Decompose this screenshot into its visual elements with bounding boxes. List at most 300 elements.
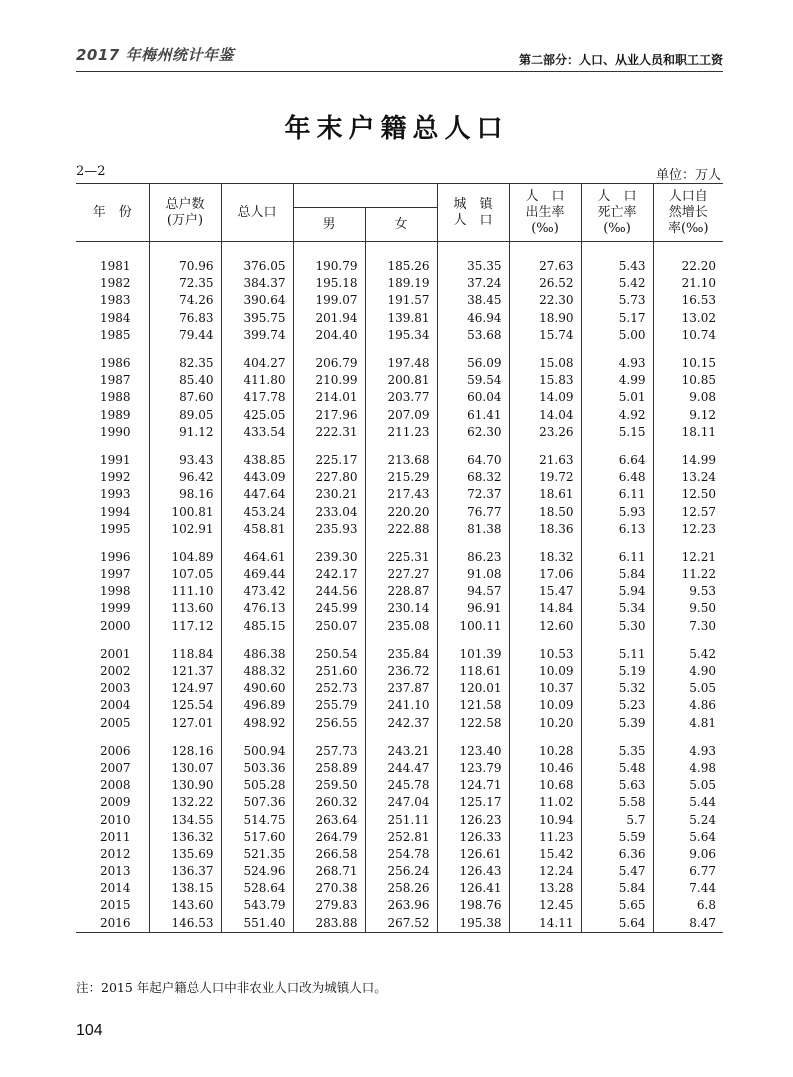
cell-birth-rate: 18.32 — [509, 549, 581, 566]
table-row — [76, 452, 723, 469]
spacer-cell — [221, 242, 293, 259]
cell-growth-rate: 12.50 — [653, 486, 723, 503]
cell-death-rate: 5.11 — [581, 646, 653, 663]
cell-total: 490.60 — [221, 680, 293, 697]
table-number: 2—2 — [76, 164, 106, 179]
yearbook-title: 2017 年梅州统计年鉴 — [76, 46, 234, 64]
table-row — [76, 715, 723, 732]
cell-female: 200.81 — [365, 372, 437, 389]
cell-female: 222.88 — [365, 521, 437, 538]
cell-death-rate: 6.64 — [581, 452, 653, 469]
spacer-cell — [76, 732, 149, 743]
cell-female: 185.26 — [365, 258, 437, 275]
cell-growth-rate: 9.06 — [653, 846, 723, 863]
cell-female: 213.68 — [365, 452, 437, 469]
cell-total: 476.13 — [221, 600, 293, 617]
cell-year: 1992 — [100, 470, 131, 485]
cell-male: 227.80 — [293, 469, 365, 486]
cell-female: 227.27 — [365, 566, 437, 583]
cell-total: 528.64 — [221, 880, 293, 897]
spacer-cell — [365, 635, 437, 646]
cell-year: 2003 — [100, 681, 131, 696]
table-row — [76, 258, 723, 275]
table-row — [76, 811, 723, 828]
cell-urban: 118.61 — [437, 663, 509, 680]
spacer-cell — [221, 344, 293, 355]
cell-urban: 91.08 — [437, 566, 509, 583]
cell-birth-rate: 10.94 — [509, 811, 581, 828]
spacer-cell — [221, 635, 293, 646]
spacer-cell — [437, 344, 509, 355]
cell-growth-rate: 4.98 — [653, 760, 723, 777]
cell-male: 204.40 — [293, 327, 365, 344]
cell-birth-rate: 12.45 — [509, 897, 581, 914]
table-row — [76, 863, 723, 880]
cell-female: 242.37 — [365, 715, 437, 732]
cell-growth-rate: 5.05 — [653, 680, 723, 697]
cell-total: 376.05 — [221, 258, 293, 275]
cell-female: 191.57 — [365, 292, 437, 309]
cell-female: 197.48 — [365, 355, 437, 372]
cell-total: 485.15 — [221, 618, 293, 635]
cell-birth-rate: 10.20 — [509, 715, 581, 732]
cell-female: 251.11 — [365, 811, 437, 828]
cell-male: 195.18 — [293, 275, 365, 292]
cell-birth-rate: 10.37 — [509, 680, 581, 697]
spacer-cell — [653, 242, 723, 259]
cell-growth-rate: 13.02 — [653, 310, 723, 327]
cell-total: 500.94 — [221, 743, 293, 760]
cell-birth-rate: 19.72 — [509, 469, 581, 486]
cell-urban: 101.39 — [437, 646, 509, 663]
table-row — [76, 897, 723, 914]
cell-death-rate: 4.92 — [581, 407, 653, 424]
cell-urban: 195.38 — [437, 915, 509, 933]
cell-urban: 96.91 — [437, 600, 509, 617]
cell-birth-rate: 10.46 — [509, 760, 581, 777]
table-row — [76, 794, 723, 811]
cell-year: 1984 — [100, 310, 131, 325]
cell-growth-rate: 12.23 — [653, 521, 723, 538]
cell-birth-rate: 15.47 — [509, 583, 581, 600]
spacer-cell — [509, 344, 581, 355]
cell-female: 230.14 — [365, 600, 437, 617]
cell-households: 113.60 — [149, 600, 221, 617]
cell-growth-rate: 5.44 — [653, 794, 723, 811]
cell-urban: 37.24 — [437, 275, 509, 292]
table-row — [76, 355, 723, 372]
cell-growth-rate: 9.08 — [653, 389, 723, 406]
cell-death-rate: 5.84 — [581, 880, 653, 897]
spacer-cell — [76, 538, 149, 549]
cell-female: 235.84 — [365, 646, 437, 663]
cell-death-rate: 6.48 — [581, 469, 653, 486]
cell-total: 543.79 — [221, 897, 293, 914]
cell-urban: 60.04 — [437, 389, 509, 406]
cell-households: 87.60 — [149, 389, 221, 406]
cell-year: 1989 — [100, 407, 131, 422]
table-row — [76, 469, 723, 486]
spacer-cell — [293, 732, 365, 743]
cell-death-rate: 5.73 — [581, 292, 653, 309]
cell-year: 1990 — [100, 424, 131, 439]
cell-growth-rate: 4.86 — [653, 697, 723, 714]
spacer-cell — [653, 441, 723, 452]
cell-female: 263.96 — [365, 897, 437, 914]
header-urban: 城 镇 人 口 — [437, 184, 509, 242]
cell-male: 256.55 — [293, 715, 365, 732]
cell-growth-rate: 14.99 — [653, 452, 723, 469]
cell-year: 1986 — [100, 356, 131, 371]
cell-total: 488.32 — [221, 663, 293, 680]
spacer-cell — [76, 242, 149, 259]
cell-households: 130.90 — [149, 777, 221, 794]
cell-growth-rate: 10.85 — [653, 372, 723, 389]
spacer-row — [76, 242, 723, 259]
cell-growth-rate: 7.30 — [653, 618, 723, 635]
spacer-cell — [365, 242, 437, 259]
cell-growth-rate: 5.64 — [653, 829, 723, 846]
cell-total: 524.96 — [221, 863, 293, 880]
cell-birth-rate: 10.28 — [509, 743, 581, 760]
header-growth-rate: 人口自 然增长 率(‰) — [653, 184, 723, 242]
spacer-cell — [581, 732, 653, 743]
cell-total: 390.64 — [221, 292, 293, 309]
spacer-row — [76, 732, 723, 743]
cell-households: 146.53 — [149, 915, 221, 933]
cell-growth-rate: 9.12 — [653, 407, 723, 424]
cell-male: 257.73 — [293, 743, 365, 760]
cell-male: 245.99 — [293, 600, 365, 617]
cell-death-rate: 5.30 — [581, 618, 653, 635]
cell-birth-rate: 18.36 — [509, 521, 581, 538]
spacer-cell — [76, 635, 149, 646]
cell-male: 252.73 — [293, 680, 365, 697]
cell-year: 1994 — [100, 504, 131, 519]
header-year: 年 份 — [76, 184, 149, 242]
cell-male: 279.83 — [293, 897, 365, 914]
cell-households: 136.32 — [149, 829, 221, 846]
table-row — [76, 549, 723, 566]
cell-birth-rate: 12.24 — [509, 863, 581, 880]
cell-death-rate: 4.93 — [581, 355, 653, 372]
cell-female: 235.08 — [365, 618, 437, 635]
cell-total: 384.37 — [221, 275, 293, 292]
cell-male: 264.79 — [293, 829, 365, 846]
cell-female: 203.77 — [365, 389, 437, 406]
cell-death-rate: 5.19 — [581, 663, 653, 680]
cell-year: 1987 — [100, 373, 131, 388]
cell-households: 85.40 — [149, 372, 221, 389]
cell-death-rate: 5.65 — [581, 897, 653, 914]
cell-year: 1993 — [100, 487, 131, 502]
cell-total: 486.38 — [221, 646, 293, 663]
header-total: 总人口 — [221, 184, 293, 242]
cell-year: 2007 — [100, 760, 131, 775]
cell-death-rate: 5.34 — [581, 600, 653, 617]
spacer-cell — [653, 538, 723, 549]
cell-households: 128.16 — [149, 743, 221, 760]
cell-birth-rate: 15.08 — [509, 355, 581, 372]
cell-birth-rate: 10.68 — [509, 777, 581, 794]
cell-households: 96.42 — [149, 469, 221, 486]
cell-urban: 125.17 — [437, 794, 509, 811]
cell-urban: 121.58 — [437, 697, 509, 714]
cell-total: 464.61 — [221, 549, 293, 566]
cell-urban: 68.32 — [437, 469, 509, 486]
cell-urban: 126.33 — [437, 829, 509, 846]
cell-households: 104.89 — [149, 549, 221, 566]
spacer-cell — [509, 441, 581, 452]
cell-female: 225.31 — [365, 549, 437, 566]
spacer-cell — [365, 538, 437, 549]
cell-total: 551.40 — [221, 915, 293, 933]
cell-year: 1988 — [100, 390, 131, 405]
cell-urban: 126.61 — [437, 846, 509, 863]
cell-urban: 126.23 — [437, 811, 509, 828]
cell-female: 247.04 — [365, 794, 437, 811]
cell-total: 496.89 — [221, 697, 293, 714]
spacer-cell — [509, 538, 581, 549]
cell-male: 214.01 — [293, 389, 365, 406]
cell-female: 139.81 — [365, 310, 437, 327]
cell-growth-rate: 10.74 — [653, 327, 723, 344]
table-row — [76, 389, 723, 406]
table-row — [76, 600, 723, 617]
cell-growth-rate: 13.24 — [653, 469, 723, 486]
cell-growth-rate: 5.42 — [653, 646, 723, 663]
spacer-cell — [581, 344, 653, 355]
cell-male: 266.58 — [293, 846, 365, 863]
cell-year: 1981 — [100, 259, 131, 274]
cell-death-rate: 5.94 — [581, 583, 653, 600]
cell-growth-rate: 21.10 — [653, 275, 723, 292]
cell-male: 222.31 — [293, 424, 365, 441]
unit-label: 单位：万人 — [655, 168, 721, 183]
cell-birth-rate: 13.28 — [509, 880, 581, 897]
table-row — [76, 777, 723, 794]
spacer-row — [76, 538, 723, 549]
cell-birth-rate: 15.74 — [509, 327, 581, 344]
cell-male: 199.07 — [293, 292, 365, 309]
cell-households: 100.81 — [149, 503, 221, 520]
spacer-cell — [293, 635, 365, 646]
cell-households: 125.54 — [149, 697, 221, 714]
cell-male: 258.89 — [293, 760, 365, 777]
cell-growth-rate: 12.57 — [653, 503, 723, 520]
cell-households: 107.05 — [149, 566, 221, 583]
cell-year: 1999 — [100, 601, 131, 616]
cell-households: 124.97 — [149, 680, 221, 697]
cell-year: 2008 — [100, 778, 131, 793]
cell-birth-rate: 10.53 — [509, 646, 581, 663]
cell-households: 76.83 — [149, 310, 221, 327]
cell-year: 2014 — [100, 881, 131, 896]
cell-growth-rate: 6.77 — [653, 863, 723, 880]
cell-male: 260.32 — [293, 794, 365, 811]
cell-households: 118.84 — [149, 646, 221, 663]
table-row — [76, 327, 723, 344]
cell-male: 255.79 — [293, 697, 365, 714]
spacer-cell — [437, 242, 509, 259]
cell-female: 241.10 — [365, 697, 437, 714]
cell-birth-rate: 22.30 — [509, 292, 581, 309]
cell-female: 252.81 — [365, 829, 437, 846]
cell-birth-rate: 14.04 — [509, 407, 581, 424]
spacer-cell — [437, 538, 509, 549]
cell-growth-rate: 4.93 — [653, 743, 723, 760]
cell-male: 251.60 — [293, 663, 365, 680]
cell-households: 89.05 — [149, 407, 221, 424]
cell-urban: 38.45 — [437, 292, 509, 309]
cell-male: 259.50 — [293, 777, 365, 794]
cell-households: 79.44 — [149, 327, 221, 344]
cell-death-rate: 4.99 — [581, 372, 653, 389]
cell-total: 404.27 — [221, 355, 293, 372]
table-row — [76, 372, 723, 389]
cell-birth-rate: 15.83 — [509, 372, 581, 389]
cell-urban: 126.43 — [437, 863, 509, 880]
cell-death-rate: 5.01 — [581, 389, 653, 406]
cell-year: 2010 — [100, 812, 131, 827]
cell-death-rate: 5.15 — [581, 424, 653, 441]
cell-year: 2005 — [100, 715, 131, 730]
spacer-cell — [581, 635, 653, 646]
cell-female: 217.43 — [365, 486, 437, 503]
cell-total: 453.24 — [221, 503, 293, 520]
cell-year: 2000 — [100, 618, 131, 633]
table-row — [76, 275, 723, 292]
cell-year: 2001 — [100, 646, 131, 661]
cell-death-rate: 6.11 — [581, 549, 653, 566]
cell-year: 2006 — [100, 743, 131, 758]
spacer-cell — [437, 732, 509, 743]
cell-year: 1996 — [100, 549, 131, 564]
cell-death-rate: 5.63 — [581, 777, 653, 794]
cell-urban: 126.41 — [437, 880, 509, 897]
table-row — [76, 880, 723, 897]
header-total-span — [293, 184, 437, 208]
table-row — [76, 663, 723, 680]
header-rule — [76, 71, 723, 72]
cell-growth-rate: 12.21 — [653, 549, 723, 566]
cell-male: 201.94 — [293, 310, 365, 327]
cell-female: 228.87 — [365, 583, 437, 600]
cell-birth-rate: 11.02 — [509, 794, 581, 811]
spacer-cell — [437, 635, 509, 646]
cell-male: 250.07 — [293, 618, 365, 635]
cell-total: 395.75 — [221, 310, 293, 327]
cell-year: 2016 — [76, 915, 149, 933]
header-birth-rate: 人 口 出生率 (‰) — [509, 184, 581, 242]
cell-year: 2004 — [100, 698, 131, 713]
cell-female: 245.78 — [365, 777, 437, 794]
cell-urban: 76.77 — [437, 503, 509, 520]
table-row — [76, 486, 723, 503]
spacer-cell — [509, 732, 581, 743]
cell-urban: 64.70 — [437, 452, 509, 469]
table-row — [76, 292, 723, 309]
cell-growth-rate: 8.47 — [653, 915, 723, 933]
table-body — [76, 242, 723, 933]
cell-death-rate: 5.7 — [581, 811, 653, 828]
cell-female: 244.47 — [365, 760, 437, 777]
cell-male: 250.54 — [293, 646, 365, 663]
cell-male: 270.38 — [293, 880, 365, 897]
cell-growth-rate: 10.15 — [653, 355, 723, 372]
cell-total: 399.74 — [221, 327, 293, 344]
cell-birth-rate: 10.09 — [509, 663, 581, 680]
spacer-cell — [221, 732, 293, 743]
cell-death-rate: 5.17 — [581, 310, 653, 327]
table-row — [76, 521, 723, 538]
spacer-cell — [581, 538, 653, 549]
cell-male: 217.96 — [293, 407, 365, 424]
spacer-row — [76, 635, 723, 646]
cell-urban: 100.11 — [437, 618, 509, 635]
cell-death-rate: 5.35 — [581, 743, 653, 760]
spacer-cell — [293, 538, 365, 549]
spacer-cell — [365, 441, 437, 452]
cell-death-rate: 5.58 — [581, 794, 653, 811]
cell-total: 517.60 — [221, 829, 293, 846]
cell-growth-rate: 7.44 — [653, 880, 723, 897]
cell-birth-rate: 18.61 — [509, 486, 581, 503]
cell-urban: 53.68 — [437, 327, 509, 344]
spacer-cell — [149, 732, 221, 743]
cell-birth-rate: 23.26 — [509, 424, 581, 441]
cell-birth-rate: 27.63 — [509, 258, 581, 275]
table-row — [76, 618, 723, 635]
table-row — [76, 846, 723, 863]
cell-total: 514.75 — [221, 811, 293, 828]
cell-male: 190.79 — [293, 258, 365, 275]
cell-households: 102.91 — [149, 521, 221, 538]
cell-birth-rate: 14.11 — [509, 915, 581, 933]
cell-households: 138.15 — [149, 880, 221, 897]
spacer-cell — [149, 344, 221, 355]
spacer-cell — [509, 635, 581, 646]
table-row — [76, 915, 723, 933]
spacer-row — [76, 344, 723, 355]
cell-female: 207.09 — [365, 407, 437, 424]
spacer-cell — [149, 441, 221, 452]
cell-urban: 56.09 — [437, 355, 509, 372]
cell-households: 136.37 — [149, 863, 221, 880]
header-female: 女 — [365, 208, 437, 242]
spacer-cell — [149, 538, 221, 549]
cell-growth-rate: 18.11 — [653, 424, 723, 441]
cell-total: 507.36 — [221, 794, 293, 811]
cell-households: 93.43 — [149, 452, 221, 469]
header-households: 总户数 (万户) — [149, 184, 221, 242]
cell-male: 206.79 — [293, 355, 365, 372]
cell-urban: 46.94 — [437, 310, 509, 327]
cell-male: 242.17 — [293, 566, 365, 583]
cell-households: 134.55 — [149, 811, 221, 828]
cell-male: 283.88 — [293, 915, 365, 933]
cell-households: 72.35 — [149, 275, 221, 292]
cell-households: 74.26 — [149, 292, 221, 309]
cell-year: 1998 — [100, 584, 131, 599]
cell-households: 143.60 — [149, 897, 221, 914]
cell-total: 447.64 — [221, 486, 293, 503]
spacer-cell — [221, 441, 293, 452]
spacer-cell — [581, 242, 653, 259]
cell-households: 135.69 — [149, 846, 221, 863]
cell-households: 111.10 — [149, 583, 221, 600]
cell-growth-rate: 5.24 — [653, 811, 723, 828]
